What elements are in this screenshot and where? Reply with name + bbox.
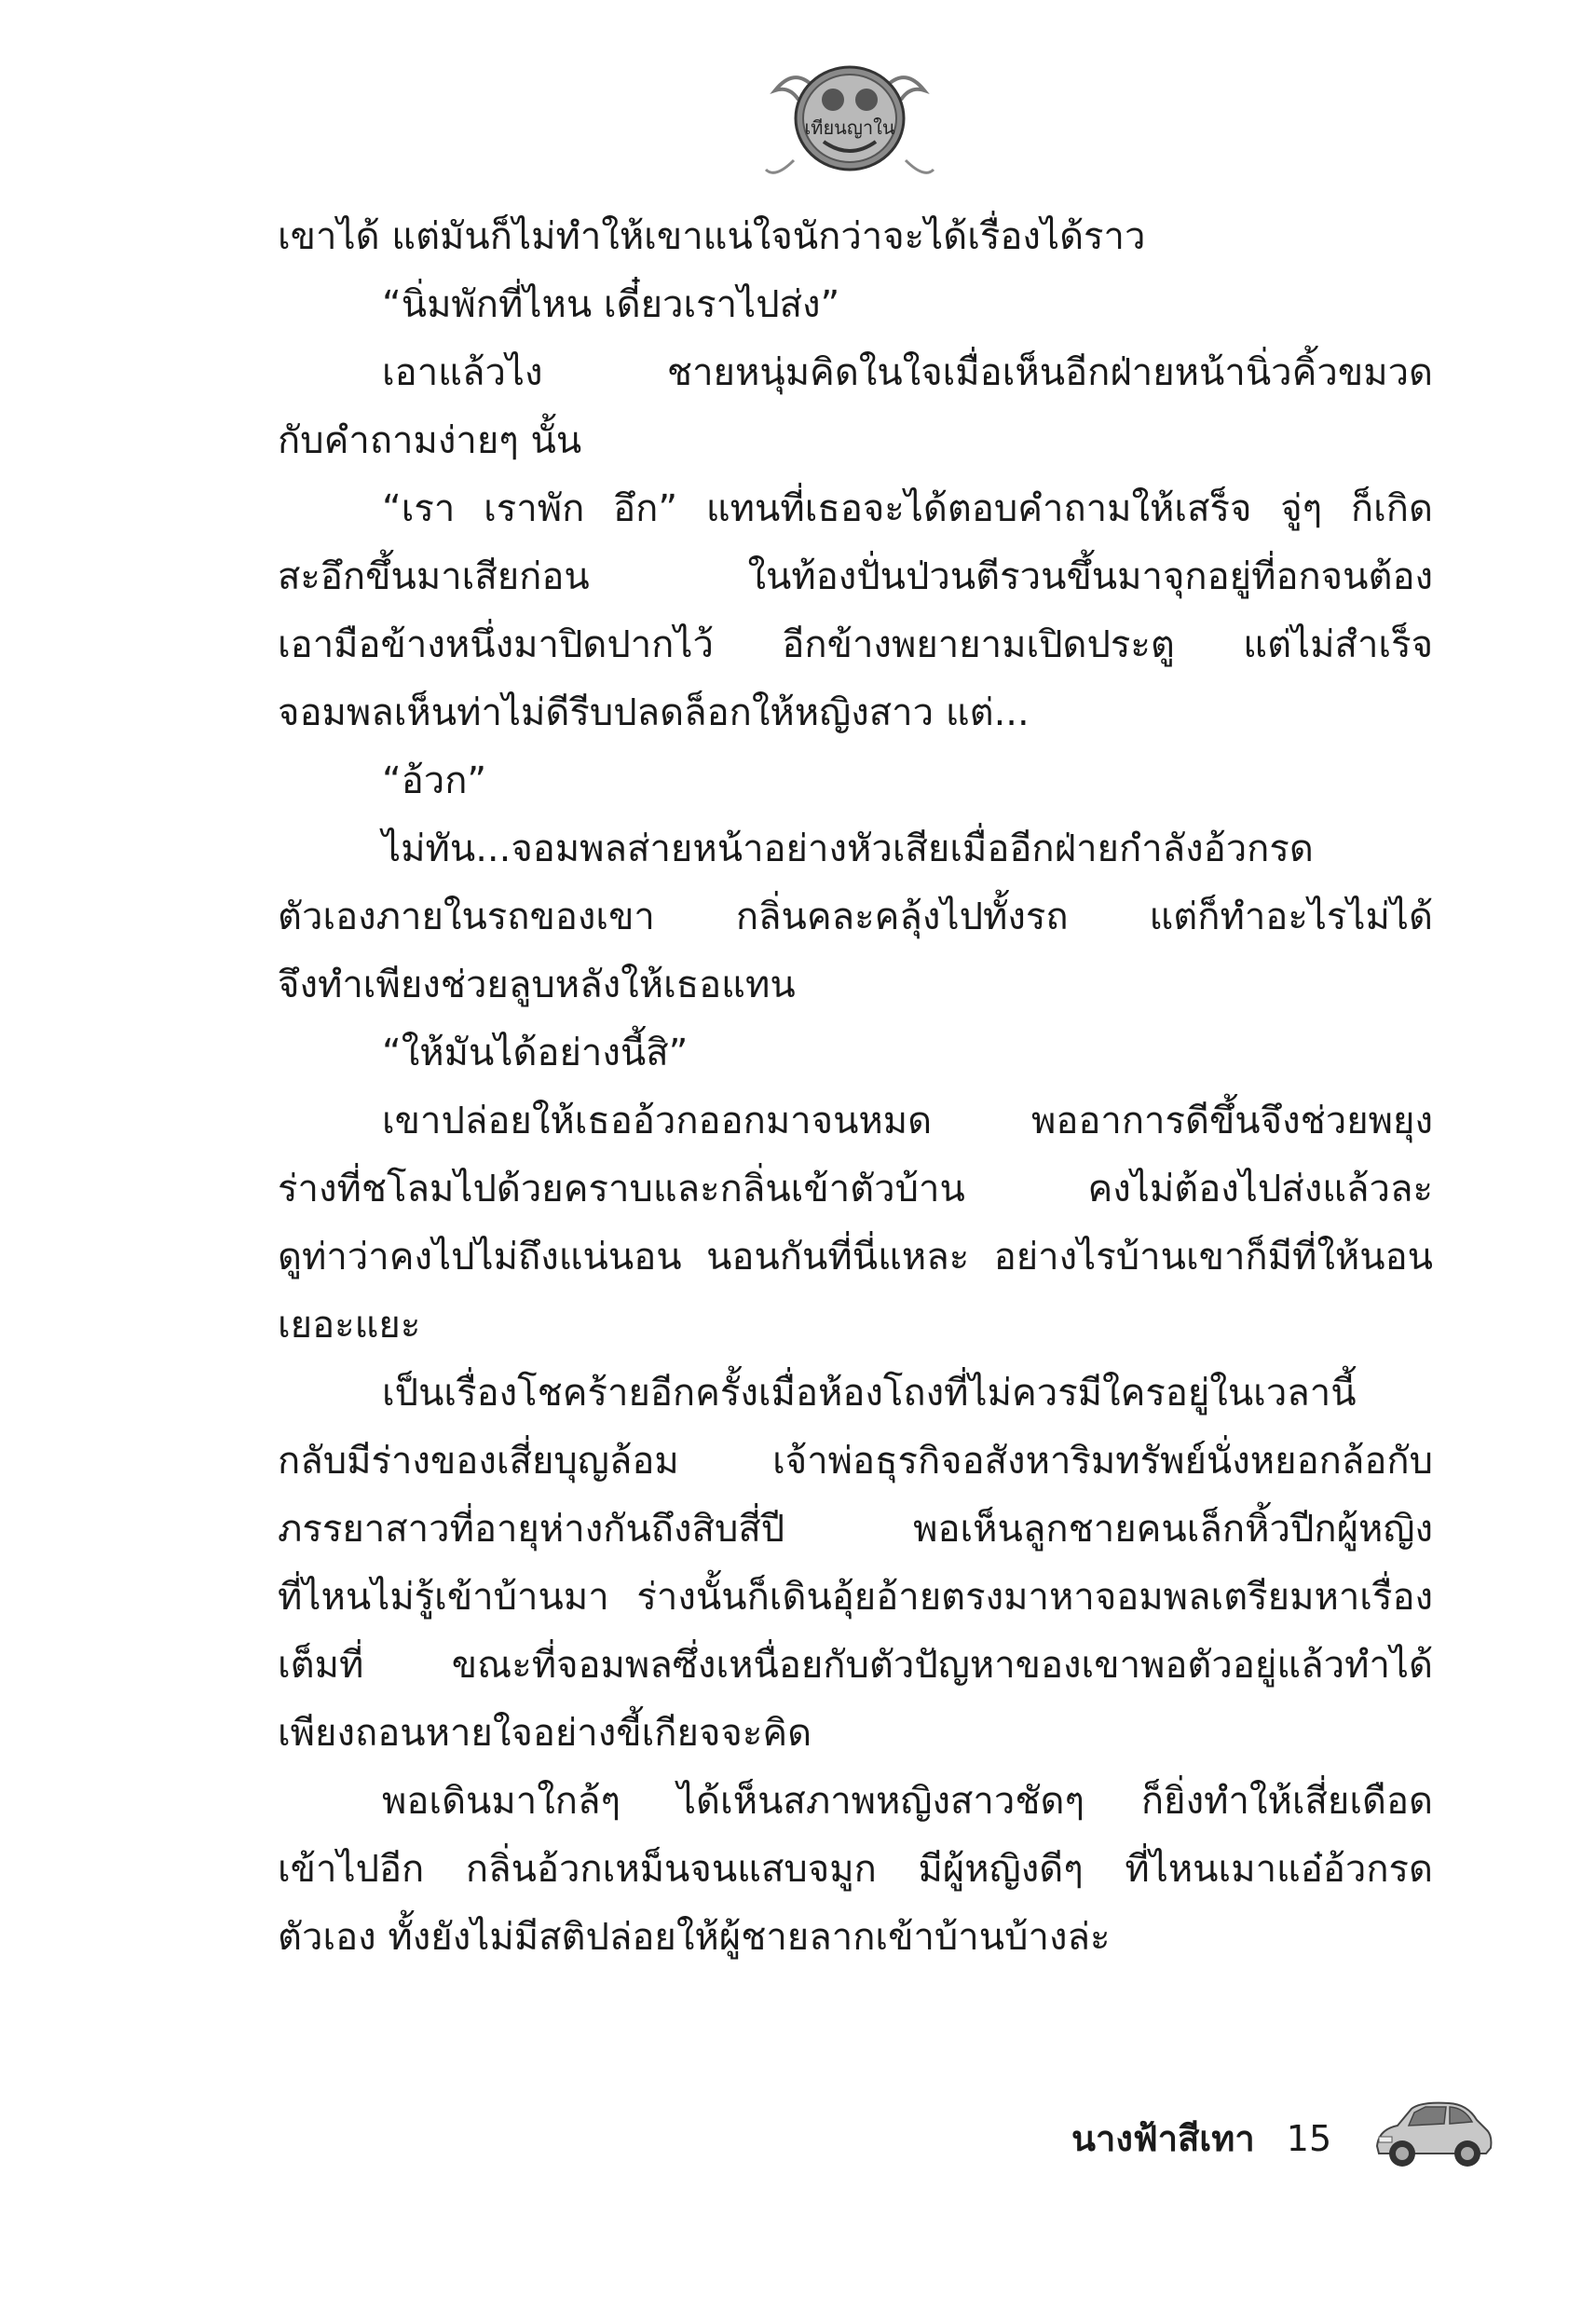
text-line: สะอึกขึ้นมาเสียก่อน ในท้องปั่นป่วนตีรวนขึ้นมาจุกอยู่ที่อกจนต้อง: [278, 555, 1433, 598]
text-line: เยอะแยะ: [278, 1304, 421, 1347]
text-line: “เรา เราพัก อึก” แทนที่เธอจะได้ตอบคำถามให้เสร็จ จู่ๆ ก็เกิด: [382, 487, 1433, 530]
book-title: นางฟ้าสีเทา: [1071, 2118, 1255, 2159]
text-line: เขาได้ แต่มันก็ไม่ทำให้เขาแน่ใจนักว่าจะได้เรื่องได้ราว: [278, 215, 1146, 258]
text-line: เป็นเรื่องโชคร้ายอีกครั้งเมื่อห้องโถงที่ไม่ควรมีใครอยู่ในเวลานี้: [382, 1372, 1357, 1415]
text-line: “อ้วก”: [382, 759, 487, 802]
text-line: ดูท่าว่าคงไปไม่ถึงแน่นอน นอนกันที่นี่แหละ อย่างไรบ้านเขาก็มีที่ให้นอน: [278, 1236, 1433, 1279]
page-number: 15: [1286, 2118, 1332, 2159]
publisher-emblem: [757, 48, 943, 198]
text-line: ตัวเอง ทั้งยังไม่มีสติปล่อยให้ผู้ชายลากเข้าบ้านบ้างล่ะ: [278, 1916, 1111, 1959]
text-line: จึงทำเพียงช่วยลูบหลังให้เธอแทน: [278, 964, 796, 1006]
text-line: พอเดินมาใกล้ๆ ได้เห็นสภาพหญิงสาวชัดๆ ก็ยิ่งทำให้เสี่ยเดือด: [382, 1780, 1433, 1823]
text-line: ไม่ทัน...จอมพลส่ายหน้าอย่างหัวเสียเมื่ออีกฝ่ายกำลังอ้วกรด: [382, 827, 1314, 870]
text-line: ตัวเองภายในรถของเขา กลิ่นคละคลุ้งไปทั้งรถ แต่ก็ทำอะไรไม่ได้: [278, 896, 1433, 938]
text-line: เพียงถอนหายใจอย่างขี้เกียจจะคิด: [278, 1712, 812, 1755]
emblem-text: เทียนญาใน: [804, 116, 895, 139]
text-line: “นิ่มพักที่ไหน เดี๋ยวเราไปส่ง”: [382, 283, 840, 326]
text-line: ที่ไหนไม่รู้เข้าบ้านมา ร่างนั้นก็เดินอุ้ยอ้ายตรงมาหาจอมพลเตรียมหาเรื่อง: [278, 1576, 1433, 1619]
text-line: “ให้มันได้อย่างนี้สิ”: [382, 1032, 689, 1074]
text-line: เต็มที่ ขณะที่จอมพลซึ่งเหนื่อยกับตัวปัญหาของเขาพอตัวอยู่แล้วทำได้: [278, 1644, 1433, 1687]
text-line: เข้าไปอีก กลิ่นอ้วกเหม็นจนแสบจมูก มีผู้หญิงดีๆ ที่ไหนเมาแอ๋อ้วกรด: [278, 1848, 1433, 1891]
text-line: กับคำถามง่ายๆ นั้น: [278, 419, 582, 462]
text-line: เอาแล้วไง ชายหนุ่มคิดในใจเมื่อเห็นอีกฝ่ายหน้านิ่วคิ้วขมวด: [382, 351, 1433, 394]
car-icon: [1370, 2092, 1495, 2176]
text-line: จอมพลเห็นท่าไม่ดีรีบปลดล็อกให้หญิงสาว แต่...: [278, 691, 1030, 734]
text-line: เอามือข้างหนึ่งมาปิดปากไว้ อีกข้างพยายามเปิดประตู แต่ไม่สำเร็จ: [278, 623, 1433, 666]
text-line: เขาปล่อยให้เธออ้วกออกมาจนหมด พออาการดีขึ้นจึงช่วยพยุง: [382, 1100, 1433, 1142]
text-line: ภรรยาสาวที่อายุห่างกันถึงสิบสี่ปี พอเห็นลูกชายคนเล็กหิ้วปีกผู้หญิง: [278, 1508, 1433, 1551]
page-footer: [1071, 2111, 1331, 2167]
text-line: ร่างที่ชโลมไปด้วยคราบและกลิ่นเข้าตัวบ้าน คงไม่ต้องไปส่งแล้วละ: [278, 1168, 1433, 1210]
text-line: กลับมีร่างของเสี่ยบุญล้อม เจ้าพ่อธุรกิจอสังหาริมทรัพย์นั่งหยอกล้อกับ: [278, 1440, 1433, 1483]
story-text: [278, 203, 1433, 1972]
